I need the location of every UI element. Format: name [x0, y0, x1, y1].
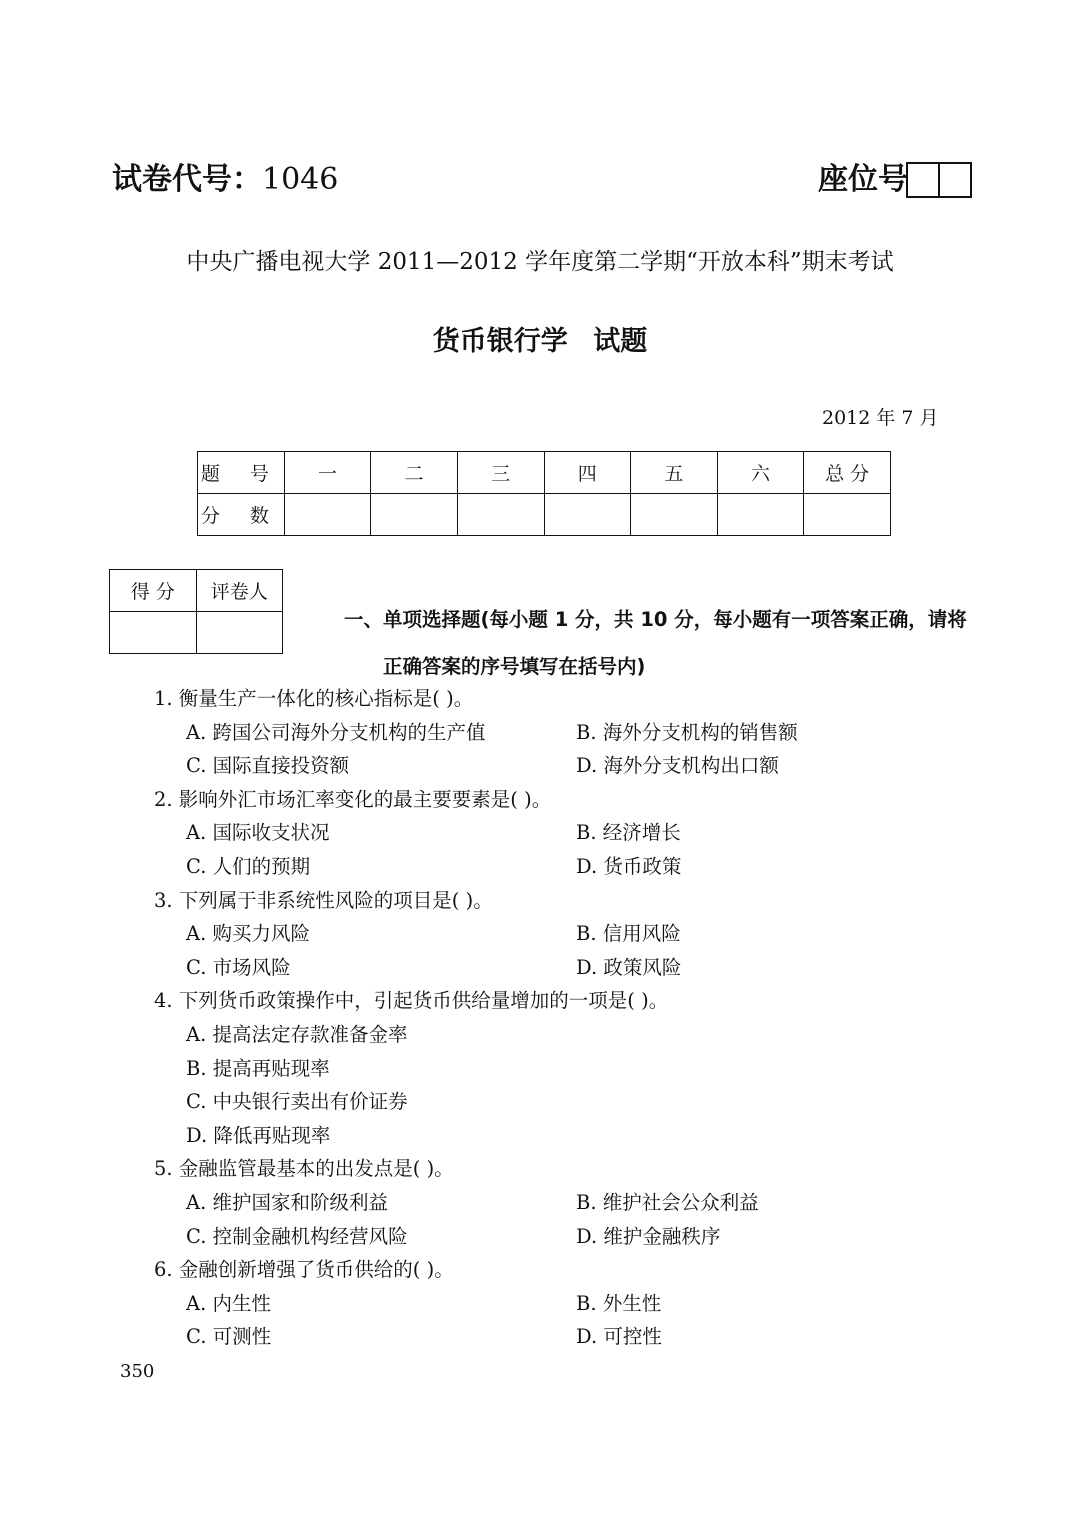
score-row-label: 分 数 — [198, 494, 285, 536]
question-option: B. 提高再贴现率 — [186, 1056, 330, 1080]
grader-score-cell[interactable] — [110, 612, 197, 654]
exam-title: 中央广播电视大学 2011—2012 学年度第二学期“开放本科”期末考试 — [186, 249, 894, 275]
question-option: B. 信用风险 — [576, 922, 681, 946]
question-stem: 4. 下列货币政策操作中，引起货币供给量增加的一项是( )。 — [154, 989, 669, 1013]
question-option: A. 维护国家和阶级利益 — [186, 1190, 388, 1214]
seat-number-area — [818, 160, 972, 200]
section-heading-line: 一、单项选择题(每小题 1 分，共 10 分，每小题有一项答案正确，请将 — [344, 608, 967, 631]
score-column-header: 总 分 — [804, 452, 891, 494]
seat-number-box[interactable] — [938, 162, 972, 198]
section-heading-line: 正确答案的序号填写在括号内) — [383, 655, 646, 678]
question-option: A. 提高法定存款准备金率 — [186, 1022, 408, 1046]
question-option: D. 货币政策 — [576, 854, 682, 878]
score-table — [197, 451, 891, 536]
question-option: D. 海外分支机构出口额 — [576, 754, 779, 778]
paper-code — [112, 160, 338, 200]
question-option: D. 降低再贴现率 — [186, 1123, 331, 1147]
question-list — [0, 682, 1080, 1354]
section-heading — [344, 596, 994, 690]
grader-score-label: 得 分 — [110, 570, 197, 612]
score-cell[interactable] — [544, 494, 631, 536]
grader-table — [109, 569, 283, 654]
question-option: C. 控制金融机构经营风险 — [186, 1224, 408, 1248]
score-cell[interactable] — [631, 494, 718, 536]
paper-title: 货币银行学 试题 — [432, 326, 648, 357]
question-option: C. 可测性 — [186, 1325, 272, 1349]
score-column-header: 四 — [544, 452, 631, 494]
grader-name-label: 评卷人 — [196, 570, 283, 612]
question-stem: 2. 影响外汇市场汇率变化的最主要要素是( )。 — [154, 787, 552, 811]
grader-name-cell[interactable] — [196, 612, 283, 654]
question-option: B. 经济增长 — [576, 821, 681, 845]
question-option: B. 海外分支机构的销售额 — [576, 720, 798, 744]
question-stem: 1. 衡量生产一体化的核心指标是( )。 — [154, 687, 474, 710]
score-cell[interactable] — [457, 494, 544, 536]
question-option: A. 跨国公司海外分支机构的生产值 — [186, 720, 486, 744]
question-option: A. 国际收支状况 — [186, 821, 330, 845]
question-stem: 5. 金融监管最基本的出发点是( )。 — [154, 1157, 454, 1181]
score-row-label: 题 号 — [198, 452, 285, 494]
question-option: D. 政策风险 — [576, 955, 682, 979]
paper-code-value: 1046 — [262, 162, 339, 197]
question-option: C. 国际直接投资额 — [186, 754, 350, 778]
seat-number-box[interactable] — [906, 162, 940, 198]
score-column-header: 二 — [371, 452, 458, 494]
score-cell[interactable] — [284, 494, 371, 536]
question-option: B. 外生性 — [576, 1291, 662, 1315]
score-column-header: 六 — [717, 452, 804, 494]
question-option: C. 市场风险 — [186, 955, 291, 979]
seat-number-label: 座位号 — [818, 162, 908, 197]
score-column-header: 一 — [284, 452, 371, 494]
exam-date: 2012 年 7 月 — [822, 407, 939, 429]
question-option: C. 人们的预期 — [186, 854, 311, 878]
score-column-header: 五 — [631, 452, 718, 494]
question-stem: 6. 金融创新增强了货币供给的( )。 — [154, 1258, 454, 1282]
question-option: A. 购买力风险 — [186, 922, 310, 946]
question-stem: 3. 下列属于非系统性风险的项目是( )。 — [154, 888, 493, 912]
question-option: B. 维护社会公众利益 — [576, 1190, 759, 1214]
score-column-header: 三 — [457, 452, 544, 494]
score-table-header-row — [198, 452, 891, 494]
question-option: C. 中央银行卖出有价证券 — [186, 1090, 408, 1114]
question-option: D. 维护金融秩序 — [576, 1224, 721, 1248]
score-cell[interactable] — [804, 494, 891, 536]
score-table-score-row — [198, 494, 891, 536]
question-option: A. 内生性 — [186, 1291, 271, 1315]
question-option: D. 可控性 — [576, 1325, 662, 1349]
page-number: 350 — [120, 1361, 155, 1382]
paper-code-label: 试卷代号： — [112, 162, 262, 197]
score-cell[interactable] — [371, 494, 458, 536]
score-cell[interactable] — [717, 494, 804, 536]
